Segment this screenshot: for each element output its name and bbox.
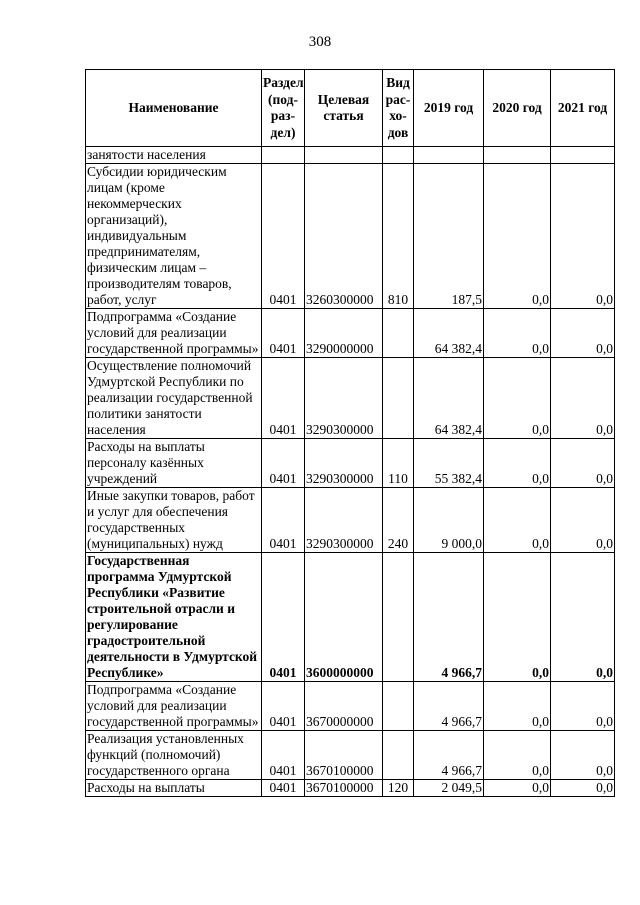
cell-section: 0401 (262, 439, 305, 488)
table-row (86, 780, 615, 797)
cell-target: 3670100000 (305, 780, 383, 797)
cell-y2021: 0,0 (551, 682, 615, 731)
table-header-row (86, 70, 615, 147)
cell-expense-type (383, 553, 414, 682)
cell-name: Подпрограмма «Создание условий для реализации государственной программы» (86, 682, 262, 731)
cell-target: 3600000000 (305, 553, 383, 682)
cell-y2019: 64 382,4 (414, 358, 484, 439)
cell-y2019: 55 382,4 (414, 439, 484, 488)
cell-target: 3670000000 (305, 682, 383, 731)
cell-y2020 (484, 147, 551, 164)
cell-y2019: 187,5 (414, 164, 484, 309)
cell-y2020: 0,0 (484, 682, 551, 731)
cell-expense-type (383, 731, 414, 780)
header-target: Целевая статья (305, 70, 383, 147)
cell-y2020: 0,0 (484, 553, 551, 682)
cell-y2020: 0,0 (484, 309, 551, 358)
cell-y2021: 0,0 (551, 309, 615, 358)
cell-y2019: 4 966,7 (414, 682, 484, 731)
cell-name: Иные закупки товаров, работ и услуг для обеспечения государственных (муниципальных) нужд (86, 488, 262, 553)
cell-section: 0401 (262, 780, 305, 797)
cell-y2019 (414, 147, 484, 164)
cell-y2020: 0,0 (484, 164, 551, 309)
cell-section: 0401 (262, 309, 305, 358)
cell-target (305, 147, 383, 164)
cell-y2020: 0,0 (484, 488, 551, 553)
cell-target: 3670100000 (305, 731, 383, 780)
cell-name: Государственная программа Удмуртской Республики «Развитие строительной отрасли и регулирование градостроительной деятельности в Удмуртской Республике» (86, 553, 262, 682)
cell-y2021: 0,0 (551, 439, 615, 488)
table-row (86, 309, 615, 358)
cell-section: 0401 (262, 682, 305, 731)
cell-section: 0401 (262, 488, 305, 553)
table-body (86, 147, 615, 797)
cell-y2021 (551, 147, 615, 164)
cell-section: 0401 (262, 553, 305, 682)
table-row (86, 147, 615, 164)
cell-y2019: 4 966,7 (414, 553, 484, 682)
cell-section: 0401 (262, 731, 305, 780)
cell-name: Расходы на выплаты (86, 780, 262, 797)
cell-y2019: 64 382,4 (414, 309, 484, 358)
cell-y2021: 0,0 (551, 553, 615, 682)
cell-y2020: 0,0 (484, 358, 551, 439)
cell-expense-type: 810 (383, 164, 414, 309)
cell-name: Субсидии юридическим лицам (кроме некоммерческих организаций), индивидуальным предпринимателям, физическим лицам – производителям товаров, работ, услуг (86, 164, 262, 309)
cell-target: 3290300000 (305, 358, 383, 439)
cell-y2019: 2 049,5 (414, 780, 484, 797)
cell-target: 3290300000 (305, 439, 383, 488)
cell-name: Осуществление полномочий Удмуртской Республики по реализации государственной политики занятости населения (86, 358, 262, 439)
cell-expense-type: 240 (383, 488, 414, 553)
cell-name: Реализация установленных функций (полномочий) государственного органа (86, 731, 262, 780)
cell-y2021: 0,0 (551, 164, 615, 309)
page-number: 308 (308, 34, 332, 50)
budget-table (85, 69, 615, 797)
cell-section (262, 147, 305, 164)
cell-y2021: 0,0 (551, 780, 615, 797)
cell-expense-type (383, 147, 414, 164)
header-2021: 2021 год (551, 70, 615, 147)
table-row (86, 164, 615, 309)
table-row (86, 358, 615, 439)
cell-y2020: 0,0 (484, 731, 551, 780)
header-2019: 2019 год (414, 70, 484, 147)
header-name: Наименование (86, 70, 262, 147)
table-row (86, 682, 615, 731)
cell-y2019: 9 000,0 (414, 488, 484, 553)
cell-expense-type (383, 358, 414, 439)
cell-y2021: 0,0 (551, 358, 615, 439)
cell-expense-type (383, 309, 414, 358)
cell-expense-type: 110 (383, 439, 414, 488)
cell-section: 0401 (262, 164, 305, 309)
cell-y2019: 4 966,7 (414, 731, 484, 780)
cell-target: 3290300000 (305, 488, 383, 553)
cell-y2020: 0,0 (484, 439, 551, 488)
table-row (86, 488, 615, 553)
header-2020: 2020 год (484, 70, 551, 147)
cell-y2020: 0,0 (484, 780, 551, 797)
cell-expense-type: 120 (383, 780, 414, 797)
cell-name: занятости населения (86, 147, 262, 164)
cell-expense-type (383, 682, 414, 731)
table-row (86, 439, 615, 488)
cell-target: 3290000000 (305, 309, 383, 358)
cell-name: Подпрограмма «Создание условий для реализации государственной программы» (86, 309, 262, 358)
cell-name: Расходы на выплаты персоналу казённых учреждений (86, 439, 262, 488)
table-row (86, 553, 615, 682)
header-section: Раздел (под-раз-дел) (262, 70, 305, 147)
cell-target: 3260300000 (305, 164, 383, 309)
table-row (86, 731, 615, 780)
cell-section: 0401 (262, 358, 305, 439)
header-expense-type: Вид рас-хо-дов (383, 70, 414, 147)
cell-y2021: 0,0 (551, 731, 615, 780)
cell-y2021: 0,0 (551, 488, 615, 553)
